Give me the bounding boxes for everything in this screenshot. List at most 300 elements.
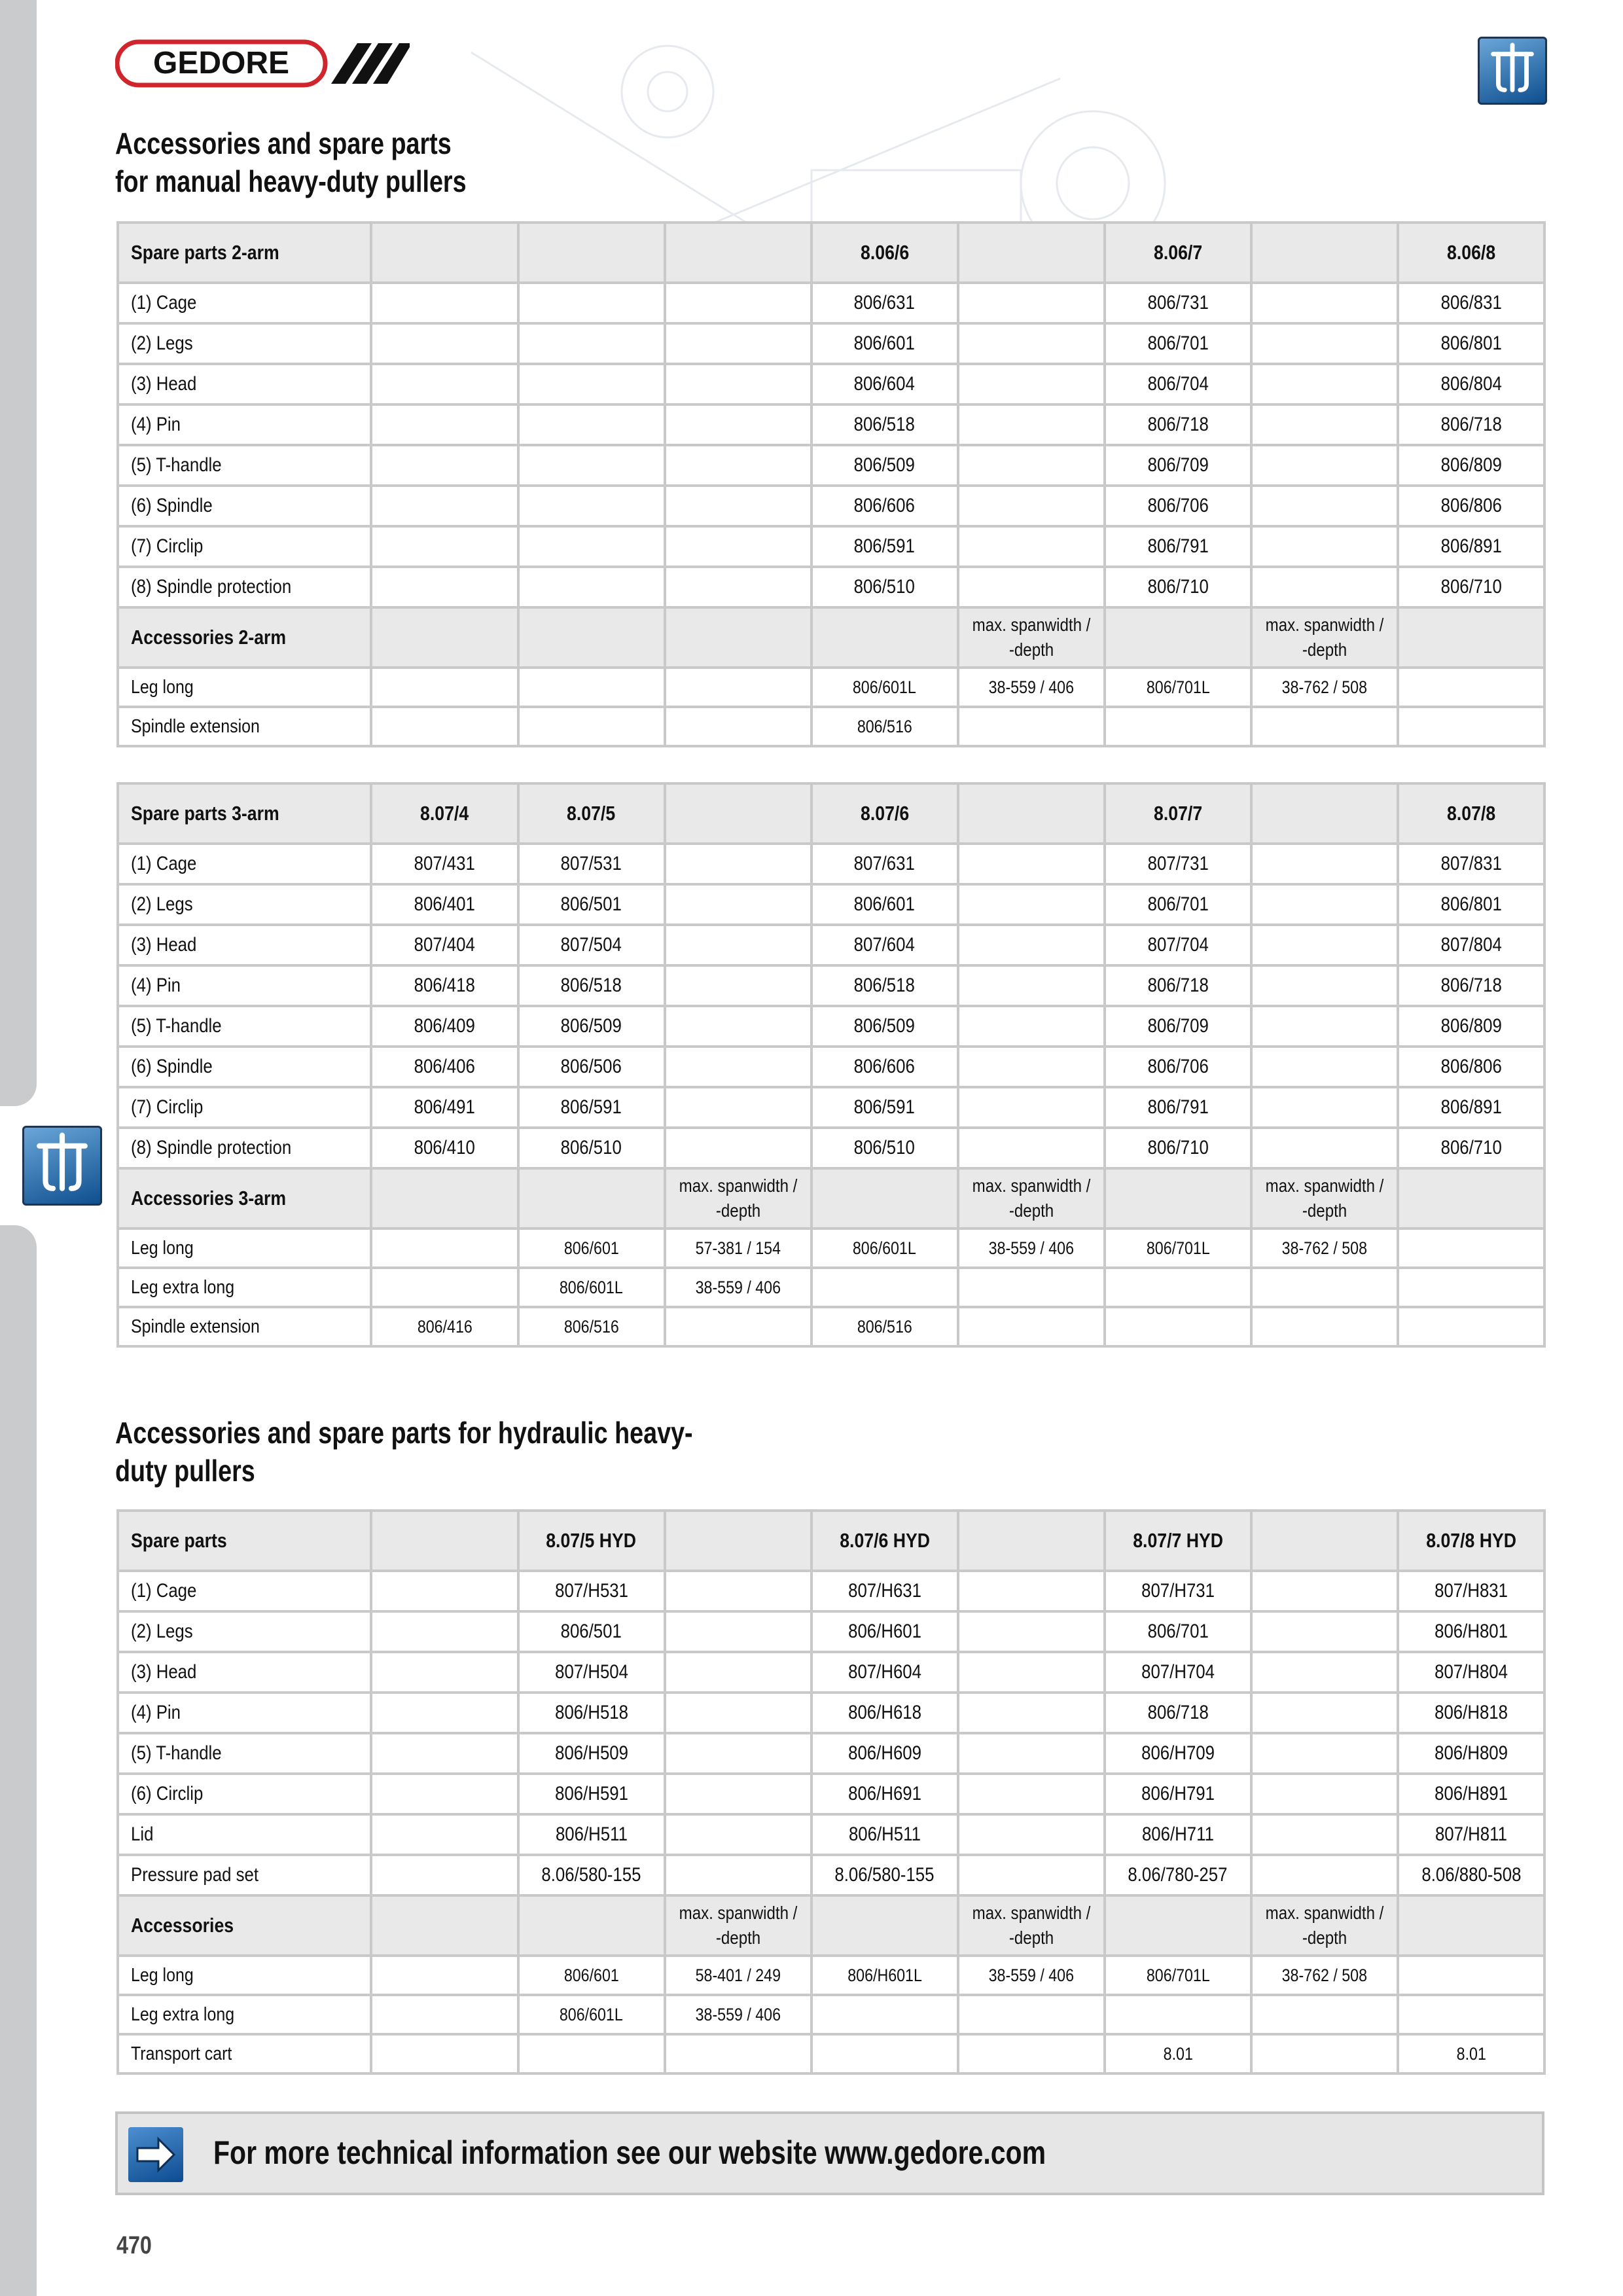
table-cell (1106, 1170, 1250, 1227)
table-cell (520, 1897, 664, 1954)
row-label-text: (1) Cage (131, 1580, 197, 1602)
table-row (119, 1775, 1543, 1813)
row-label-text: (4) Pin (131, 414, 181, 435)
table-cell (520, 1653, 664, 1691)
table-cell (959, 609, 1103, 666)
cell-text: 806/718 (1440, 975, 1502, 996)
table-cell (1253, 224, 1397, 281)
table-cell (959, 1897, 1103, 1954)
row-label-text: (2) Legs (131, 1621, 193, 1642)
table-cell (372, 1048, 516, 1086)
table-cell (959, 1957, 1103, 1994)
row-label-text: Spare parts 2-arm (131, 241, 279, 264)
table-cell (1106, 845, 1250, 883)
table-cell (959, 1170, 1103, 1227)
cell-text: 806/401 (414, 893, 476, 915)
cell-text: 806/601L (560, 1277, 623, 1297)
row-label-text: Spare parts 3-arm (131, 802, 279, 825)
cell-text: 807/H811 (1435, 1823, 1507, 1845)
table-cell (1253, 1613, 1397, 1651)
table-cell (1106, 1996, 1250, 2033)
table-row (119, 845, 1543, 883)
table-cell (1253, 1308, 1397, 1345)
table-cell (1253, 568, 1397, 606)
table-cell (520, 365, 664, 403)
row-label (119, 1230, 370, 1266)
table-cell (1399, 1572, 1543, 1610)
cell-text: 8.06/880-508 (1421, 1864, 1521, 1886)
table-cell (1106, 1957, 1250, 1994)
table-cell (813, 967, 957, 1005)
cell-text: 8.07/6 HYD (839, 1529, 930, 1552)
table-cell (666, 528, 810, 565)
table-cell (1399, 1230, 1543, 1266)
cell-text: 806/601 (854, 332, 916, 354)
cell-text: 807/431 (414, 853, 476, 874)
table-cell (1106, 1816, 1250, 1854)
left-tab-lower (0, 1225, 37, 2296)
arrow-right-icon (128, 2127, 183, 2182)
section-heading-manual (115, 124, 467, 200)
table-cell (1399, 1694, 1543, 1732)
cell-text: max. spanwidth / -depth (972, 1175, 1091, 1221)
table-cell (520, 609, 664, 666)
row-label-text: Spare parts (131, 1529, 227, 1552)
row-label-text: Pressure pad set (131, 1864, 259, 1886)
table-cell (1106, 1088, 1250, 1126)
cell-text: 38-559 / 406 (695, 1277, 781, 1297)
table-cell (959, 1269, 1103, 1306)
table-cell (666, 365, 810, 403)
table-cell (372, 1170, 516, 1227)
table-cell (1399, 1996, 1543, 2033)
table-cell (372, 1007, 516, 1045)
row-label-text: (6) Spindle (131, 495, 213, 516)
table-row (119, 967, 1543, 1005)
table-row (119, 1734, 1543, 1772)
cell-text: 38-559 / 406 (988, 1965, 1074, 1985)
more-info-banner[interactable] (115, 2111, 1544, 2195)
table-row (119, 1694, 1543, 1732)
cell-text: 806/H618 (847, 1702, 921, 1723)
row-label (119, 609, 370, 666)
row-label-text: Spindle extension (131, 1316, 260, 1337)
table-cell (1106, 487, 1250, 525)
table-cell (372, 1129, 516, 1167)
cell-text: max. spanwidth / -depth (679, 1903, 797, 1948)
accessories-header-row (119, 609, 1543, 666)
row-label-text: (5) T-handle (131, 1015, 222, 1037)
table-cell (372, 325, 516, 363)
cell-text: 806/H791 (1141, 1783, 1215, 1804)
table-header-row (119, 785, 1543, 842)
table-cell (1106, 224, 1250, 281)
table-cell (959, 1996, 1103, 2033)
table-cell (813, 1308, 957, 1345)
table-cell (666, 325, 810, 363)
cell-text: 807/404 (414, 934, 476, 956)
cell-text: 38-559 / 406 (988, 677, 1074, 697)
table-row (119, 1129, 1543, 1167)
table-cell (1253, 1269, 1397, 1306)
table-cell (1253, 528, 1397, 565)
cell-text: 806/701L (1146, 677, 1210, 697)
accessories-header-row (119, 1897, 1543, 1954)
table-cell (1399, 1512, 1543, 1570)
cell-text: 806/H601 (847, 1621, 921, 1642)
table-cell (813, 1996, 957, 2033)
table-cell (1106, 1230, 1250, 1266)
table-cell (813, 1734, 957, 1772)
table-cell (959, 1734, 1103, 1772)
table-cell (1106, 1856, 1250, 1894)
more-info-text: For more technical information see our website www.gedore.com (213, 2134, 1046, 2171)
table-row (119, 1613, 1543, 1651)
puller-icon (1478, 37, 1547, 105)
cell-text: 807/H731 (1141, 1580, 1215, 1602)
cell-text: 806/591 (854, 1096, 916, 1118)
row-label-text: (7) Circlip (131, 1096, 204, 1118)
row-label (119, 1816, 370, 1854)
table-cell (1399, 568, 1543, 606)
row-label (119, 284, 370, 322)
table-cell (372, 1897, 516, 1954)
table-row (119, 1816, 1543, 1854)
spare-parts-3-arm-table (116, 782, 1546, 1348)
row-label-text: Lid (131, 1823, 154, 1845)
row-label (119, 1572, 370, 1610)
table-cell (813, 1897, 957, 1954)
cell-text: max. spanwidth / -depth (1265, 1903, 1384, 1948)
cell-text: 806/701L (1146, 1238, 1210, 1258)
table-cell (1253, 1897, 1397, 1954)
cell-text: max. spanwidth / -depth (1265, 1175, 1384, 1221)
table-cell (1399, 1816, 1543, 1854)
row-label (119, 446, 370, 484)
cell-text: 807/531 (560, 853, 622, 874)
row-label-text: Accessories 3-arm (131, 1187, 287, 1210)
cell-text: 806/706 (1147, 495, 1209, 516)
table-cell (1253, 446, 1397, 484)
cell-text: 806/H609 (847, 1742, 921, 1764)
table-cell (666, 284, 810, 322)
table-cell (959, 886, 1103, 924)
table-row (119, 708, 1543, 745)
table-cell (1399, 886, 1543, 924)
table-cell (813, 785, 957, 842)
table-cell (520, 1269, 664, 1306)
cell-text: 806/H709 (1141, 1742, 1215, 1764)
table-cell (1106, 926, 1250, 964)
table-cell (813, 568, 957, 606)
table-row (119, 1856, 1543, 1894)
row-label-text: (4) Pin (131, 1702, 181, 1723)
table-cell (372, 1088, 516, 1126)
table-cell (666, 487, 810, 525)
table-cell (666, 1816, 810, 1854)
table-cell (520, 1170, 664, 1227)
table-cell (1399, 609, 1543, 666)
table-cell (372, 1957, 516, 1994)
table-cell (666, 886, 810, 924)
page-number: 470 (116, 2232, 152, 2259)
table-cell (372, 1775, 516, 1813)
table-cell (959, 2036, 1103, 2072)
table-cell (1399, 365, 1543, 403)
table-cell (520, 528, 664, 565)
cell-text: 8.07/7 (1153, 802, 1202, 825)
cell-text: 806/516 (563, 1316, 619, 1336)
cell-text: 806/H801 (1434, 1621, 1508, 1642)
cell-text: 807/H704 (1141, 1661, 1215, 1683)
table-cell (520, 1816, 664, 1854)
table-cell (520, 886, 664, 924)
table-cell (1399, 1088, 1543, 1126)
table-cell (1399, 406, 1543, 444)
table-cell (813, 926, 957, 964)
cell-text: 806/406 (414, 1056, 476, 1077)
table-cell (1399, 2036, 1543, 2072)
row-label-text: Accessories (131, 1914, 234, 1937)
cell-text: 806/510 (560, 1137, 622, 1158)
table-cell (813, 1512, 957, 1570)
table-cell (959, 1694, 1103, 1732)
table-cell (1253, 669, 1397, 706)
table-cell (520, 1775, 664, 1813)
cell-text: 806/704 (1147, 373, 1209, 395)
cell-text: 806/510 (854, 1137, 916, 1158)
row-label-text: (7) Circlip (131, 535, 204, 557)
table-cell (1106, 708, 1250, 745)
row-label (119, 1308, 370, 1345)
table-cell (666, 708, 810, 745)
table-cell (1253, 1653, 1397, 1691)
table-cell (520, 1129, 664, 1167)
cell-text: 806/601 (854, 893, 916, 915)
table-cell (1253, 1230, 1397, 1266)
table-cell (1106, 1775, 1250, 1813)
cell-text: 806/791 (1147, 535, 1209, 557)
heading-line-2: for manual heavy-duty pullers (115, 164, 467, 198)
table-cell (666, 1694, 810, 1732)
table-cell (666, 609, 810, 666)
table-cell (372, 1308, 516, 1345)
cell-text: 806/710 (1440, 576, 1502, 598)
table-cell (520, 708, 664, 745)
table-cell (666, 1269, 810, 1306)
table-cell (959, 785, 1103, 842)
table-cell (1106, 284, 1250, 322)
table-cell (520, 845, 664, 883)
cell-text: 806/791 (1147, 1096, 1209, 1118)
table-cell (520, 1512, 664, 1570)
cell-text: 806/601L (853, 677, 917, 697)
cell-text: 806/418 (414, 975, 476, 996)
cell-text: 807/H804 (1434, 1661, 1508, 1683)
table-cell (666, 1007, 810, 1045)
table-row (119, 568, 1543, 606)
table-cell (1399, 1734, 1543, 1772)
table-cell (666, 1170, 810, 1227)
cell-text: 8.06/7 (1153, 241, 1202, 264)
table-row (119, 1308, 1543, 1345)
table-cell (1253, 1816, 1397, 1854)
table-cell (520, 1856, 664, 1894)
row-label (119, 1007, 370, 1045)
table-cell (666, 224, 810, 281)
cell-text: 806/H601L (847, 1965, 922, 1985)
table-cell (959, 406, 1103, 444)
cell-text: 806/718 (1440, 414, 1502, 435)
table-cell (372, 1613, 516, 1651)
cell-text: 806/510 (854, 576, 916, 598)
cell-text: 8.07/8 HYD (1426, 1529, 1516, 1552)
cell-text: 8.06/780-257 (1128, 1864, 1228, 1886)
table-cell (1399, 926, 1543, 964)
row-label (119, 926, 370, 964)
table-cell (959, 284, 1103, 322)
table-cell (666, 967, 810, 1005)
cell-text: 57-381 / 154 (695, 1238, 781, 1258)
table-row (119, 528, 1543, 565)
table-cell (1253, 325, 1397, 363)
table-cell (959, 365, 1103, 403)
table-cell (372, 926, 516, 964)
cell-text: 806/518 (854, 975, 916, 996)
cell-text: 807/H504 (554, 1661, 628, 1683)
table-header-row (119, 1512, 1543, 1570)
cell-text: 807/831 (1440, 853, 1502, 874)
table-cell (520, 1572, 664, 1610)
table-cell (1253, 1007, 1397, 1045)
table-cell (666, 1048, 810, 1086)
cell-text: 807/504 (560, 934, 622, 956)
table-cell (1399, 785, 1543, 842)
table-cell (1106, 886, 1250, 924)
row-label (119, 528, 370, 565)
table-cell (1399, 1957, 1543, 1994)
cell-text: 807/H631 (847, 1580, 921, 1602)
cell-text: 8.01 (1456, 2043, 1486, 2064)
table-cell (520, 487, 664, 525)
table-cell (666, 568, 810, 606)
cell-text: 807/631 (854, 853, 916, 874)
table-cell (1399, 1653, 1543, 1691)
table-cell (959, 325, 1103, 363)
table-cell (813, 446, 957, 484)
table-cell (372, 1996, 516, 2033)
table-cell (959, 1856, 1103, 1894)
table-cell (813, 1007, 957, 1045)
gedore-logo (115, 38, 410, 89)
table-cell (1399, 1897, 1543, 1954)
table-cell (1253, 1734, 1397, 1772)
table-cell (372, 1816, 516, 1854)
cell-text: 8.07/8 (1446, 802, 1496, 825)
row-label-text: Transport cart (131, 2043, 232, 2064)
cell-text: 806/509 (854, 1015, 916, 1037)
row-label (119, 224, 370, 281)
cell-text: 38-762 / 508 (1281, 677, 1368, 697)
table-cell (666, 1775, 810, 1813)
cell-text: 806/701L (1146, 1965, 1210, 1985)
table-cell (666, 406, 810, 444)
cell-text: 806/591 (560, 1096, 622, 1118)
row-label (119, 406, 370, 444)
table-cell (1106, 1653, 1250, 1691)
row-label-text: (4) Pin (131, 975, 181, 996)
table-cell (813, 1048, 957, 1086)
table-cell (520, 284, 664, 322)
table-cell (1399, 1775, 1543, 1813)
table-cell (372, 1653, 516, 1691)
table-cell (520, 669, 664, 706)
table-cell (1253, 785, 1397, 842)
table-cell (372, 669, 516, 706)
table-cell (813, 365, 957, 403)
cell-text: 8.07/5 (567, 802, 616, 825)
table-row (119, 2036, 1543, 2072)
table-cell (813, 325, 957, 363)
cell-text: 806/709 (1147, 1015, 1209, 1037)
table-row (119, 1269, 1543, 1306)
table-cell (1399, 1856, 1543, 1894)
row-label-text: (3) Head (131, 373, 197, 395)
cell-text: 806/809 (1440, 454, 1502, 476)
table-cell (666, 1230, 810, 1266)
row-label-text: (5) T-handle (131, 454, 222, 476)
row-label-text: (8) Spindle protection (131, 1137, 292, 1158)
table-cell (1253, 708, 1397, 745)
table-cell (666, 1897, 810, 1954)
table-cell (959, 967, 1103, 1005)
table-cell (1106, 1694, 1250, 1732)
cell-text: max. spanwidth / -depth (972, 615, 1091, 660)
table-cell (959, 708, 1103, 745)
table-cell (1106, 1572, 1250, 1610)
table-cell (959, 528, 1103, 565)
table-cell (1253, 1694, 1397, 1732)
cell-text: 806/701 (1147, 332, 1209, 354)
cell-text: 806/H711 (1141, 1823, 1214, 1845)
table-cell (813, 1129, 957, 1167)
row-label (119, 1170, 370, 1227)
table-cell (1106, 446, 1250, 484)
table-row (119, 487, 1543, 525)
table-cell (1253, 1996, 1397, 2033)
table-cell (813, 487, 957, 525)
table-cell (666, 1129, 810, 1167)
cell-text: 8.07/7 HYD (1132, 1529, 1223, 1552)
cell-text: 8.01 (1163, 2043, 1193, 2064)
table-cell (666, 1734, 810, 1772)
cell-text: 38-559 / 406 (695, 2004, 781, 2024)
table-cell (1253, 1088, 1397, 1126)
table-cell (813, 886, 957, 924)
row-label (119, 1897, 370, 1954)
row-label (119, 487, 370, 525)
cell-text: 806/H511 (848, 1823, 921, 1845)
table-cell (520, 926, 664, 964)
table-cell (520, 2036, 664, 2072)
cell-text: 806/601L (853, 1238, 917, 1258)
table-cell (372, 708, 516, 745)
cell-text: 806/H691 (847, 1783, 921, 1804)
table-cell (372, 1572, 516, 1610)
cell-text: 806/H518 (554, 1702, 628, 1723)
row-label-text: Leg long (131, 676, 194, 698)
row-label-text: (1) Cage (131, 292, 197, 314)
